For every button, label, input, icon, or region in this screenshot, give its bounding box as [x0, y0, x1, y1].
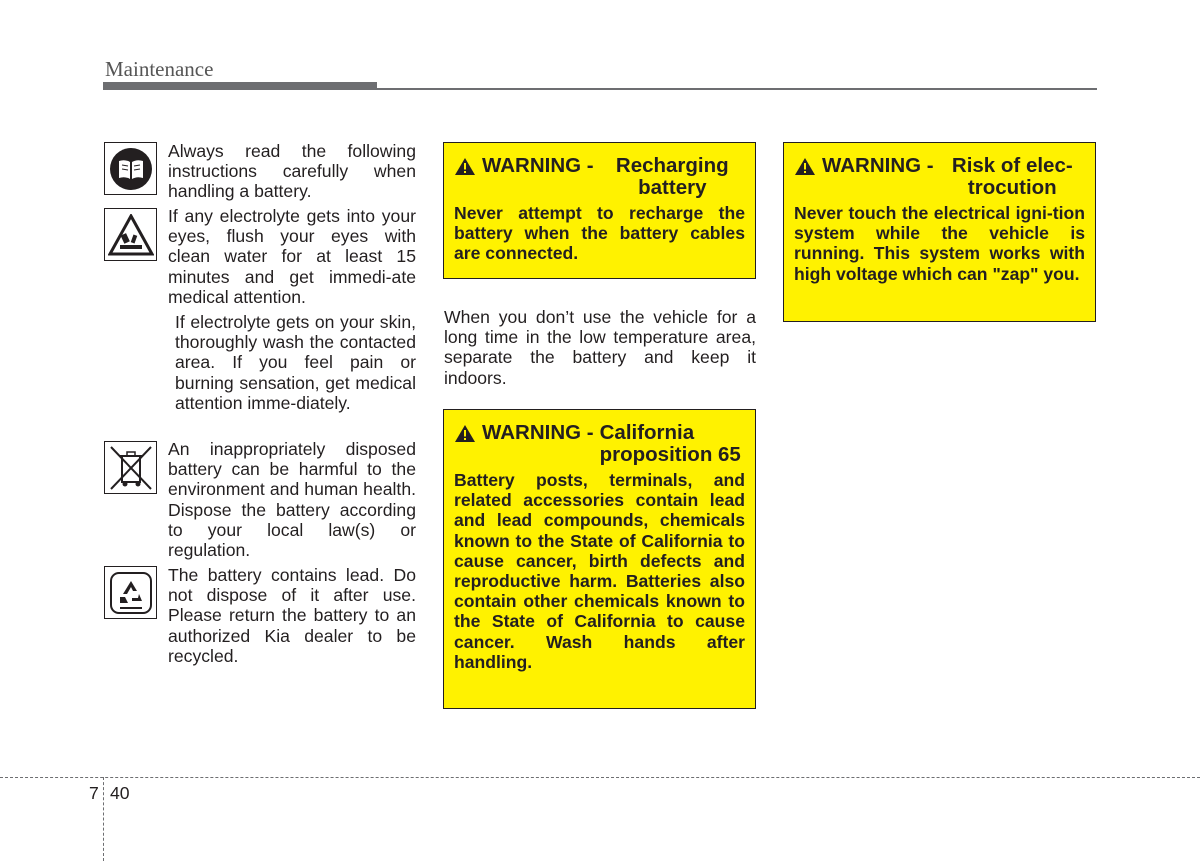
warning-triangle-icon [454, 157, 476, 176]
corrosive-hazard-icon [104, 208, 157, 261]
footer-divider-vertical [103, 777, 104, 861]
section-title: Maintenance [105, 57, 214, 81]
header-rule-thick [103, 82, 377, 90]
instruction-disposal: An inappropriately disposed battery can be harmful to the environment and human health. Dispose the battery according to your local law(s) or regulation. [168, 439, 416, 561]
warning-prop65 [443, 409, 756, 709]
warning-label: WARNING - [482, 421, 594, 444]
warning-body: Battery posts, terminals, and related accessories contain lead and lead compounds, chemicals known to the State of California to cause cancer, birth defects and reproductive harm. Batteries also contain other chemicals known to the State of California to cause cancer. Wash hands after handling. [454, 470, 745, 672]
storage-instruction: When you don’t use the vehicle for a long time in the low temperature area, separate the battery and keep it indoors. [444, 307, 756, 388]
warning-body: Never touch the electrical igni-tion system while the vehicle is running. This system works with high voltage which can "zap" you. [794, 203, 1085, 284]
warning-electrocution [783, 142, 1096, 322]
instruction-skin: If electrolyte gets on your skin, thoroughly wash the contacted area. If you feel pain or burning sensation, get medical attention imme-diately. [175, 312, 416, 413]
warning-topic: California proposition 65 [599, 421, 741, 466]
recycle-icon [104, 566, 157, 619]
warning-triangle-icon [454, 424, 476, 443]
header-rule-thin [377, 88, 1097, 90]
chapter-number: 7 [89, 783, 99, 803]
warning-label: WARNING - [482, 154, 594, 177]
warning-triangle-icon [794, 157, 816, 176]
footer-divider [0, 777, 1200, 778]
crossed-bin-icon [104, 441, 157, 494]
instruction-read: Always read the following instructions carefully when handling a battery. [168, 141, 416, 202]
instruction-eyes: If any electrolyte gets into your eyes, flush your eyes with clean water for at least 15 minutes and get immedi-ate medical attention. [168, 206, 416, 307]
warning-label: WARNING - [822, 154, 934, 177]
warning-recharging [443, 142, 756, 279]
page-number: 40 [110, 783, 130, 803]
warning-topic: Risk of elec-trocution [951, 154, 1073, 199]
instruction-recycle: The battery contains lead. Do not dispose of it after use. Please return the battery to an authorized Kia dealer to be recycled. [168, 565, 416, 666]
warning-body: Never attempt to recharge the battery when the battery cables are connected. [454, 203, 745, 264]
warning-topic: Recharging battery [615, 154, 729, 199]
book-icon [104, 142, 157, 195]
